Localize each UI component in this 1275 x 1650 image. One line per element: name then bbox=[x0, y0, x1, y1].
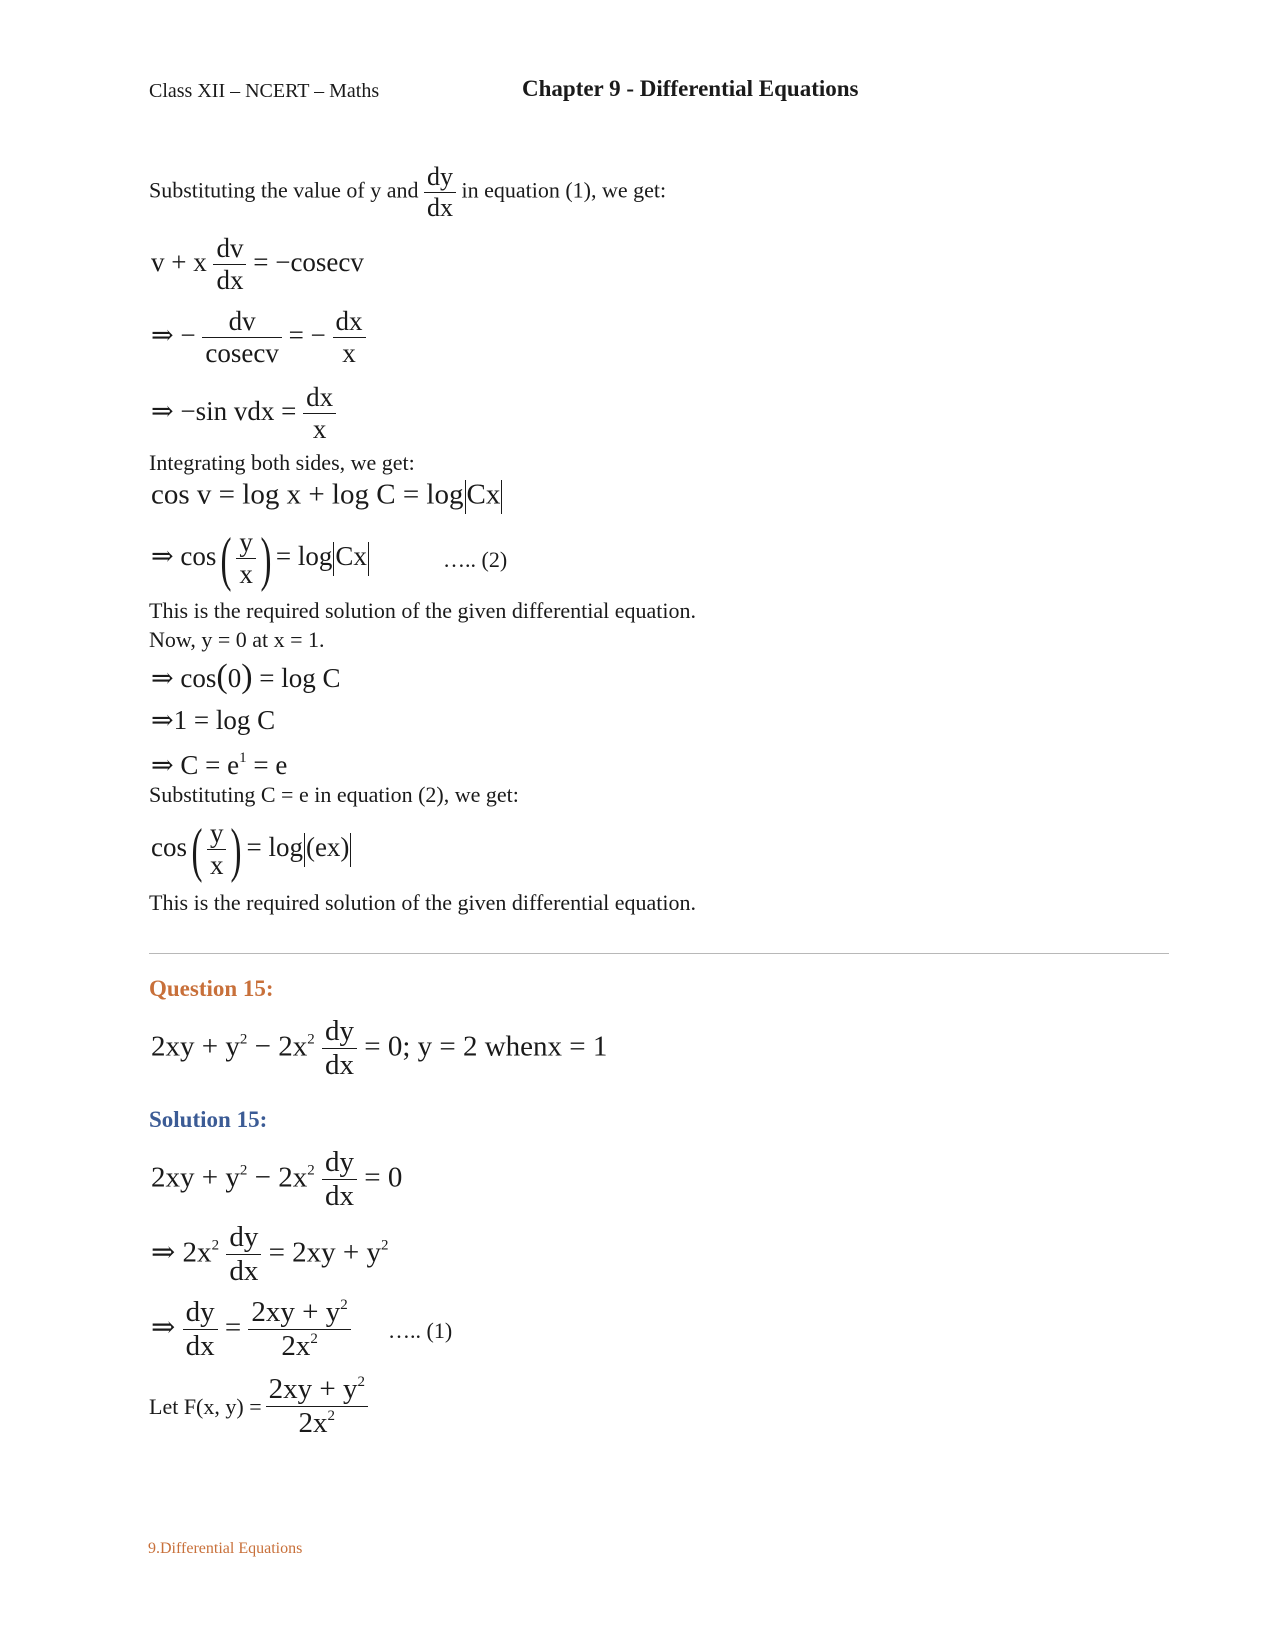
paren-right: ) bbox=[230, 816, 242, 883]
equation-4 bbox=[151, 480, 503, 514]
eq3-den: x bbox=[312, 414, 327, 445]
required-text-1: This is the required solution of the given differential equation. bbox=[149, 598, 697, 623]
eq5-pre: ⇒ cos bbox=[151, 540, 217, 571]
equation-8 bbox=[151, 752, 287, 779]
eq9-den: x bbox=[209, 850, 224, 881]
paren-left: ( bbox=[220, 525, 232, 592]
eq2-num1: dv bbox=[202, 306, 281, 338]
s4-den: 2x bbox=[298, 1407, 328, 1440]
eq2-den1: cosecv bbox=[205, 338, 279, 369]
eq9-num: y bbox=[207, 818, 227, 850]
eq5-mid: = log bbox=[275, 540, 333, 571]
eq1-num: dv bbox=[213, 233, 246, 265]
s3-fraction-1 bbox=[183, 1296, 218, 1364]
eq2-arrow: ⇒ − bbox=[151, 319, 196, 350]
equation-5 bbox=[151, 527, 370, 590]
q-pre1: 2xy + y bbox=[151, 1030, 240, 1063]
eq2-fraction-2 bbox=[333, 306, 366, 369]
abs-bar-right bbox=[501, 480, 502, 514]
s1-num: dy bbox=[322, 1146, 357, 1180]
s1-pre2: − 2x bbox=[247, 1161, 308, 1194]
paren-right: ) bbox=[260, 525, 272, 592]
eq5-tag: ….. (2) bbox=[443, 547, 508, 572]
eq2-num2: dx bbox=[333, 306, 366, 338]
s3-fraction-2 bbox=[248, 1296, 350, 1364]
abs-bar-left bbox=[304, 833, 305, 867]
equation-3 bbox=[151, 382, 336, 445]
now-text: Now, y = 0 at x = 1. bbox=[149, 627, 325, 652]
solution-step-4 bbox=[149, 1373, 368, 1441]
equation-6 bbox=[151, 660, 341, 694]
solution-title: Solution 15: bbox=[149, 1107, 268, 1132]
intro-fraction bbox=[424, 162, 456, 223]
q-post: = 0; y = 2 whenx = 1 bbox=[364, 1030, 608, 1063]
s4-num: 2xy + y bbox=[268, 1373, 358, 1405]
paren-left: ( bbox=[191, 816, 203, 883]
s3-mid: = bbox=[224, 1311, 242, 1344]
required-text-2: This is the required solution of the given differential equation. bbox=[149, 890, 697, 915]
s2-sup: 2 bbox=[211, 1237, 220, 1254]
s3-den1: dx bbox=[185, 1330, 215, 1363]
s3-num1: dy bbox=[183, 1296, 218, 1330]
question-title: Question 15: bbox=[149, 976, 274, 1001]
solution-step-3 bbox=[151, 1296, 351, 1364]
eq2-mid: = − bbox=[288, 319, 326, 350]
header-class-label: Class XII – NCERT – Maths bbox=[149, 80, 380, 102]
q-den: dx bbox=[324, 1049, 354, 1082]
eq1-fraction bbox=[213, 233, 246, 296]
s1-den: dx bbox=[324, 1180, 354, 1213]
eq3-lhs: ⇒ −sin vdx = bbox=[151, 395, 297, 426]
s3-den2-sup: 2 bbox=[310, 1331, 318, 1348]
solution-step-1 bbox=[151, 1146, 402, 1214]
equation-2 bbox=[151, 306, 366, 369]
eq3-num: dx bbox=[303, 382, 336, 414]
s3-den2: 2x bbox=[281, 1330, 311, 1363]
eq9-fraction bbox=[207, 818, 227, 881]
eq6-post: = log C bbox=[259, 663, 341, 693]
s2-num: dy bbox=[226, 1221, 261, 1255]
s1-pre1: 2xy + y bbox=[151, 1161, 240, 1194]
eq2-fraction-1 bbox=[202, 306, 281, 369]
eq5-abs: Cx bbox=[335, 540, 367, 571]
s4-pre: Let F(x, y) = bbox=[149, 1393, 262, 1419]
s3-tag: ….. (1) bbox=[388, 1318, 453, 1343]
eq6-arg: 0 bbox=[227, 663, 242, 693]
eq3-fraction bbox=[303, 382, 336, 445]
equation-1 bbox=[151, 233, 364, 296]
header-chapter-title: Chapter 9 - Differential Equations bbox=[522, 76, 859, 101]
s2-pre: ⇒ 2x bbox=[151, 1236, 212, 1269]
question-equation bbox=[151, 1015, 607, 1083]
s2-sup2: 2 bbox=[381, 1237, 389, 1254]
eq1-rhs: = −cosecv bbox=[253, 246, 364, 277]
q-num: dy bbox=[322, 1015, 357, 1049]
paren-left: ( bbox=[216, 658, 228, 695]
eq5-num: y bbox=[236, 527, 256, 559]
s1-sup1: 2 bbox=[239, 1162, 248, 1179]
s4-num-sup: 2 bbox=[357, 1374, 365, 1390]
solution-step-2 bbox=[151, 1221, 389, 1289]
intro-post: in equation (1), we get: bbox=[461, 177, 667, 203]
q-pre2: − 2x bbox=[247, 1030, 308, 1063]
q-sup1: 2 bbox=[239, 1031, 248, 1048]
equation-7: ⇒1 = log C bbox=[151, 705, 276, 735]
eq1-den: dx bbox=[216, 265, 244, 296]
footer-label: 9.Differential Equations bbox=[148, 1540, 303, 1557]
eq9-mid: = log bbox=[246, 831, 303, 862]
substituting-text: Substituting C = e in equation (2), we get: bbox=[149, 782, 519, 807]
eq9-pre: cos bbox=[151, 831, 187, 862]
abs-bar-right bbox=[368, 542, 369, 576]
eq6-pre: ⇒ cos bbox=[151, 663, 217, 693]
abs-bar-left bbox=[465, 480, 466, 514]
paren-right: ) bbox=[241, 658, 253, 695]
integrating-text: Integrating both sides, we get: bbox=[149, 450, 415, 475]
s4-den-sup: 2 bbox=[327, 1408, 336, 1425]
eq8-pre: ⇒ C = e bbox=[151, 750, 240, 780]
s4-fraction bbox=[266, 1373, 368, 1441]
intro-line bbox=[149, 162, 666, 223]
eq4-abs: Cx bbox=[466, 478, 501, 511]
s3-num2-sup: 2 bbox=[340, 1297, 348, 1313]
s2-fraction bbox=[226, 1221, 261, 1289]
intro-pre: Substituting the value of y and bbox=[149, 177, 419, 203]
eq2-den2: x bbox=[342, 338, 356, 369]
eq1-lhs: v + x bbox=[151, 246, 207, 277]
intro-num: dy bbox=[424, 162, 456, 193]
eq5-fraction bbox=[236, 527, 256, 590]
eq8-post: = e bbox=[253, 750, 288, 780]
s2-den: dx bbox=[229, 1255, 259, 1288]
s3-num2: 2xy + y bbox=[251, 1296, 341, 1328]
s3-arrow: ⇒ bbox=[151, 1311, 176, 1344]
eq8-sup: 1 bbox=[239, 750, 247, 766]
eq5-den: x bbox=[239, 559, 253, 590]
s1-post: = 0 bbox=[364, 1161, 403, 1194]
equation-9 bbox=[151, 818, 352, 881]
q-fraction bbox=[322, 1015, 357, 1083]
intro-den: dx bbox=[426, 192, 453, 222]
section-divider bbox=[149, 953, 1169, 954]
eq9-abs: (ex) bbox=[305, 831, 350, 862]
s2-post: = 2xy + y bbox=[268, 1236, 382, 1269]
abs-bar-right bbox=[350, 833, 351, 867]
s1-sup2: 2 bbox=[307, 1162, 315, 1179]
s1-fraction bbox=[322, 1146, 357, 1214]
q-sup2: 2 bbox=[307, 1031, 315, 1048]
eq4-pre: cos v = log x + log C = log bbox=[151, 478, 464, 511]
